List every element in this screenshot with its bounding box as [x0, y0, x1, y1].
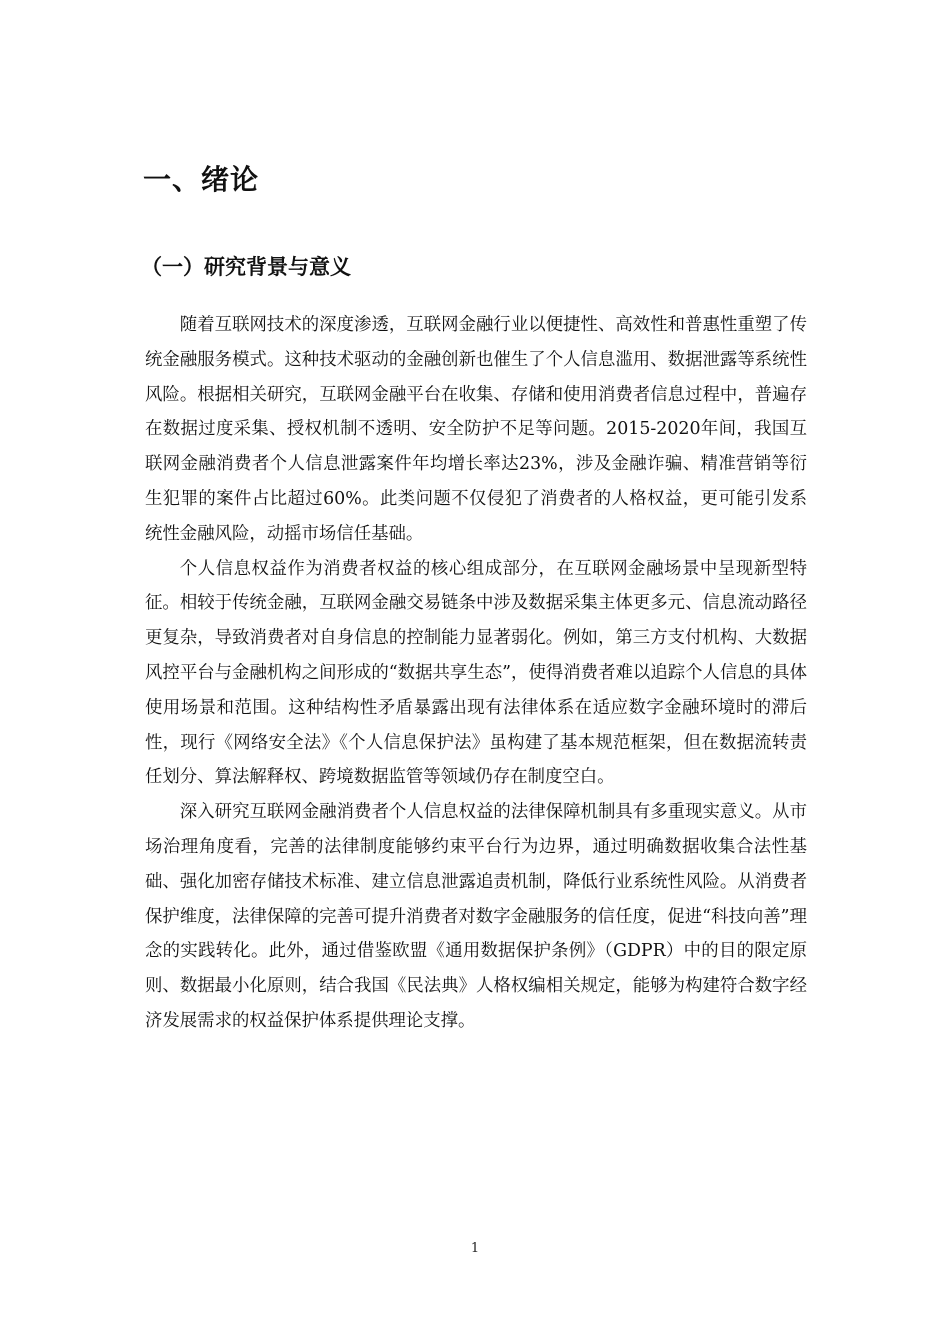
body-paragraph-2: 个人信息权益作为消费者权益的核心组成部分，在互联网金融场景中呈现新型特征。相较于传统金融，互联网金融交易链条中涉及数据采集主体更多元、信息流动路径更复杂，导致消费者对自身信息的控制能力显著弱化。例如，第三方支付机构、大数据风控平台与金融机构之间形成的“数据共享生态”，使得消费者难以追踪个人信息的具体使用场景和范围。这种结构性矛盾暴露出现有法律体系在适应数字金融环境时的滞后性，现行《网络安全法》《个人信息保护法》虽构建了基本规范框架，但在数据流转责任划分、算法解释权、跨境数据监管等领域仍存在制度空白。 [145, 558, 807, 788]
body-paragraph-1: 随着互联网技术的深度渗透，互联网金融行业以便捷性、高效性和普惠性重塑了传统金融服务模式。这种技术驱动的金融创新也催生了个人信息滥用、数据泄露等系统性风险。根据相关研究，互联网金融平台在收集、存储和使用消费者信息过程中，普遍存在数据过度采集、授权机制不透明、安全防护不足等问题。2015-2020年间，我国互联网金融消费者个人信息泄露案件年均增长率达23%，涉及金融诈骗、精准营销等衍生犯罪的案件占比超过60%。此类问题不仅侵犯了消费者的人格权益，更可能引发系统性金融风险，动摇市场信任基础。 [145, 315, 807, 544]
body-paragraph-3: 深入研究互联网金融消费者个人信息权益的法律保障机制具有多重现实意义。从市场治理角度看，完善的法律制度能够约束平台行为边界，通过明确数据收集合法性基础、强化加密存储技术标准、建立信息泄露追责机制，降低行业系统性风险。从消费者保护维度，法律保障的完善可提升消费者对数字金融服务的信任度，促进“科技向善”理念的实践转化。此外，通过借鉴欧盟《通用数据保护条例》（GDPR）中的目的限定原则、数据最小化原则，结合我国《民法典》人格权编相关规定，能够为构建符合数字经济发展需求的权益保护体系提供理论支撑。 [145, 802, 807, 1031]
page-body [141, 160, 807, 1039]
page-number: 1 [470, 1241, 480, 1256]
section-title: （一）研究背景与意义 [141, 255, 351, 279]
chapter-title: 一、绪论 [143, 163, 260, 196]
